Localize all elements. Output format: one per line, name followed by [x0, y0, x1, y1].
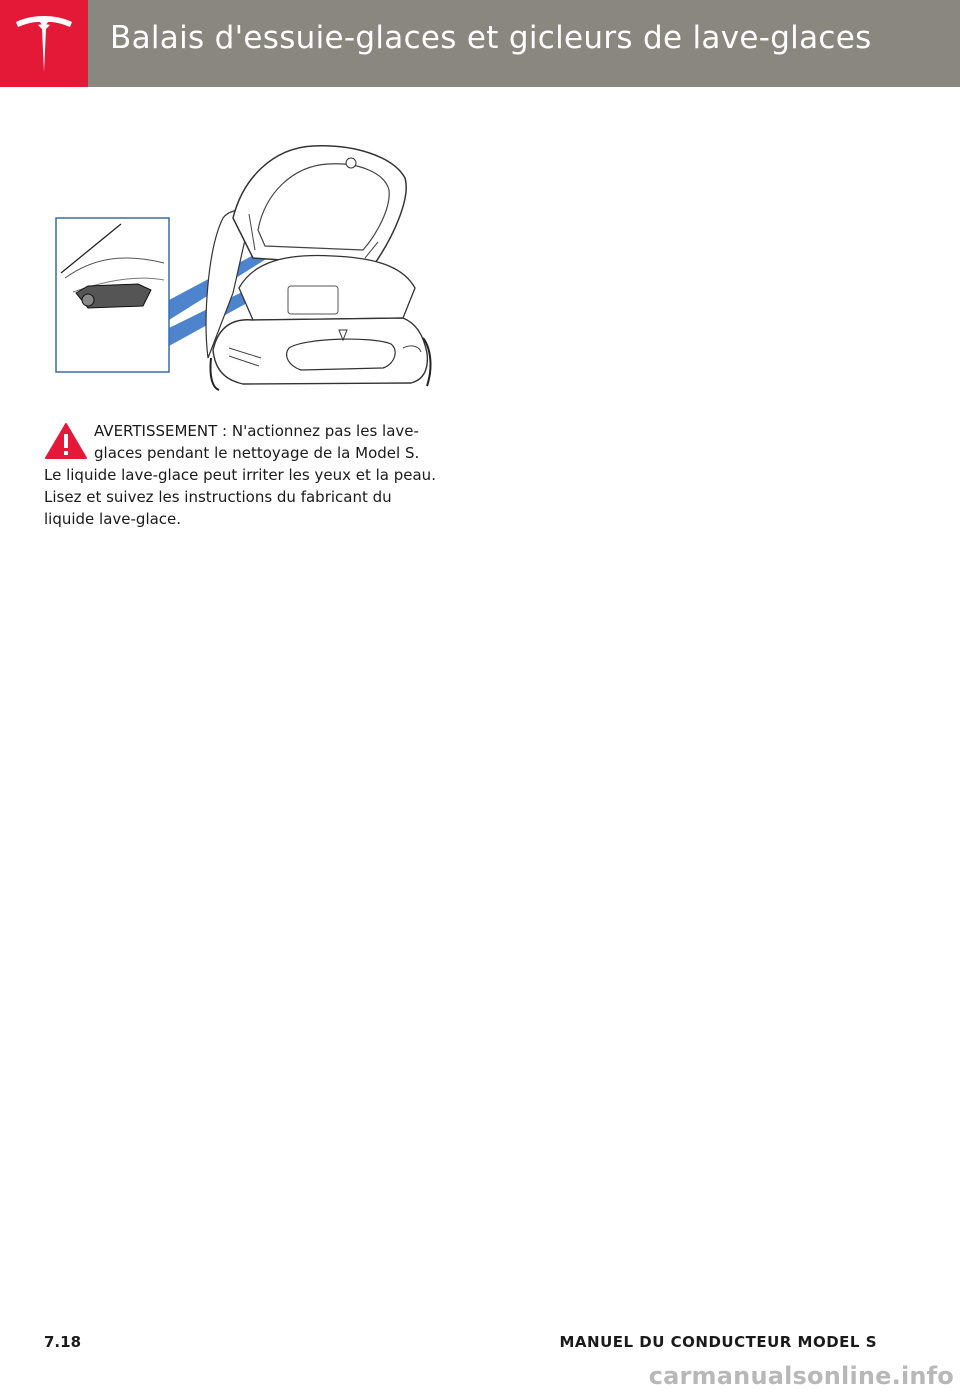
manual-title: MANUEL DU CONDUCTEUR MODEL S	[559, 1333, 877, 1351]
warning-notice	[44, 420, 436, 530]
tesla-logo-icon	[12, 12, 76, 76]
watermark[interactable]: carmanualsonline.info	[648, 1362, 954, 1390]
warning-triangle-icon	[44, 422, 88, 460]
page-number: 7.18	[44, 1333, 82, 1351]
brand-logo-box	[0, 0, 88, 87]
page-title: Balais d'essuie-glaces et gicleurs de lave-glaces	[110, 20, 872, 56]
frunk-washer-nozzle-illustration	[43, 138, 435, 393]
page-header	[0, 0, 960, 87]
warning-text: AVERTISSEMENT : N'actionnez pas les lave-glaces pendant le nettoyage de la Model S. Le liquide lave-glace peut irriter les yeux et la peau. Lisez et suivez les instructions du fabricant du liquide lave-glace.	[44, 422, 436, 528]
